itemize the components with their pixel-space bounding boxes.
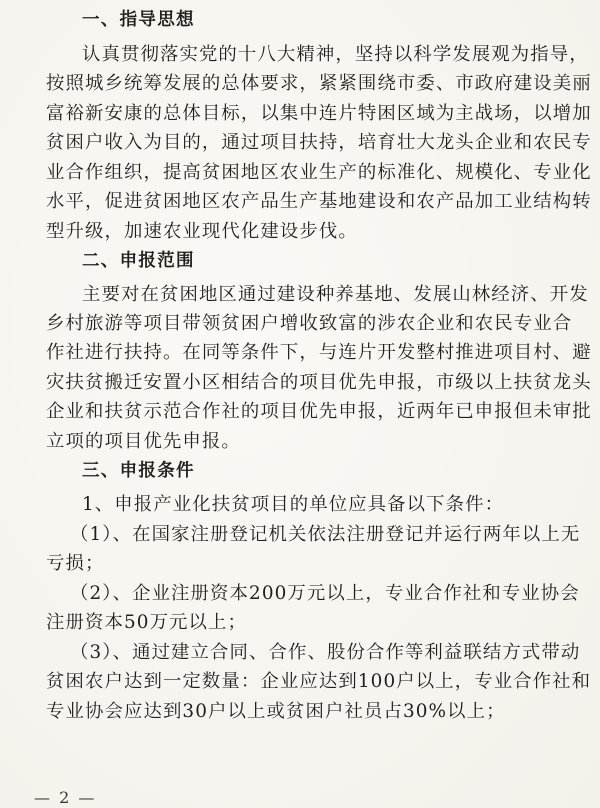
paragraph-line: 作社进行扶持。在同等条件下，与连片开发整村推进项目村、避 [46,342,592,363]
paragraph-line: 主要对在贫困地区通过建设种养基地、发展山林经济、开发 [82,284,589,305]
paragraph-line: （1）、在国家注册登记机关依法注册登记并运行两年以上无 [70,524,581,545]
section-heading-application-scope: 二、申报范围 [82,251,195,271]
paragraph-line: 亏损； [46,553,105,574]
paragraph-line: 型升级，加速农业现代化建设步伐。 [46,221,358,242]
paragraph-line: 1、申报产业化扶贫项目的单位应具备以下条件： [82,494,505,515]
paragraph-line: 贫困户收入为目的，通过项目扶持，培育壮大龙头企业和农民专 [46,132,592,153]
paragraph-line: （2）、企业注册资本200万元以上，专业合作社和专业协会 [70,583,580,604]
paragraph-line: 立项的项目优先申报。 [46,431,241,452]
paragraph-line: 专业协会应达到30户以上或贫困户社员占30%以上； [46,701,506,722]
paragraph-line: 按照城乡统筹发展的总体要求，紧紧围绕市委、市政府建设美丽 [46,73,592,94]
paragraph-line: 富裕新安康的总体目标，以集中连片特困区域为主战场，以增加 [46,103,592,124]
paragraph-line: 企业和扶贫示范合作社的项目优先申报，近两年已申报但未审批 [46,401,592,422]
page-number: — 2 — [34,788,97,807]
paragraph-line: 乡村旅游等项目带领贫困户增收致富的涉农企业和农民专业合 [46,313,573,334]
section-heading-guiding-ideology: 一、指导思想 [82,10,195,30]
paragraph-line: （3）、通过建立合同、合作、股份合作等利益联结方式带动 [70,642,581,663]
paragraph-line: 灾扶贫搬迁安置小区相结合的项目优先申报，市级以上扶贫龙头 [46,372,592,393]
section-heading-application-conditions: 三、申报条件 [82,461,195,481]
paragraph-line: 注册资本50万元以上； [46,612,248,633]
paragraph-line: 认真贯彻落实党的十八大精神，坚持以科学发展观为指导， [82,44,589,65]
paragraph-line: 业合作组织，提高贫困地区农业生产的标准化、规模化、专业化 [46,162,592,183]
paragraph-line: 水平，促进贫困地区农产品生产基地建设和农产品加工业结构转 [46,191,592,212]
paragraph-line: 贫困农户达到一定数量：企业应达到100户以上，专业合作社和 [46,671,592,692]
